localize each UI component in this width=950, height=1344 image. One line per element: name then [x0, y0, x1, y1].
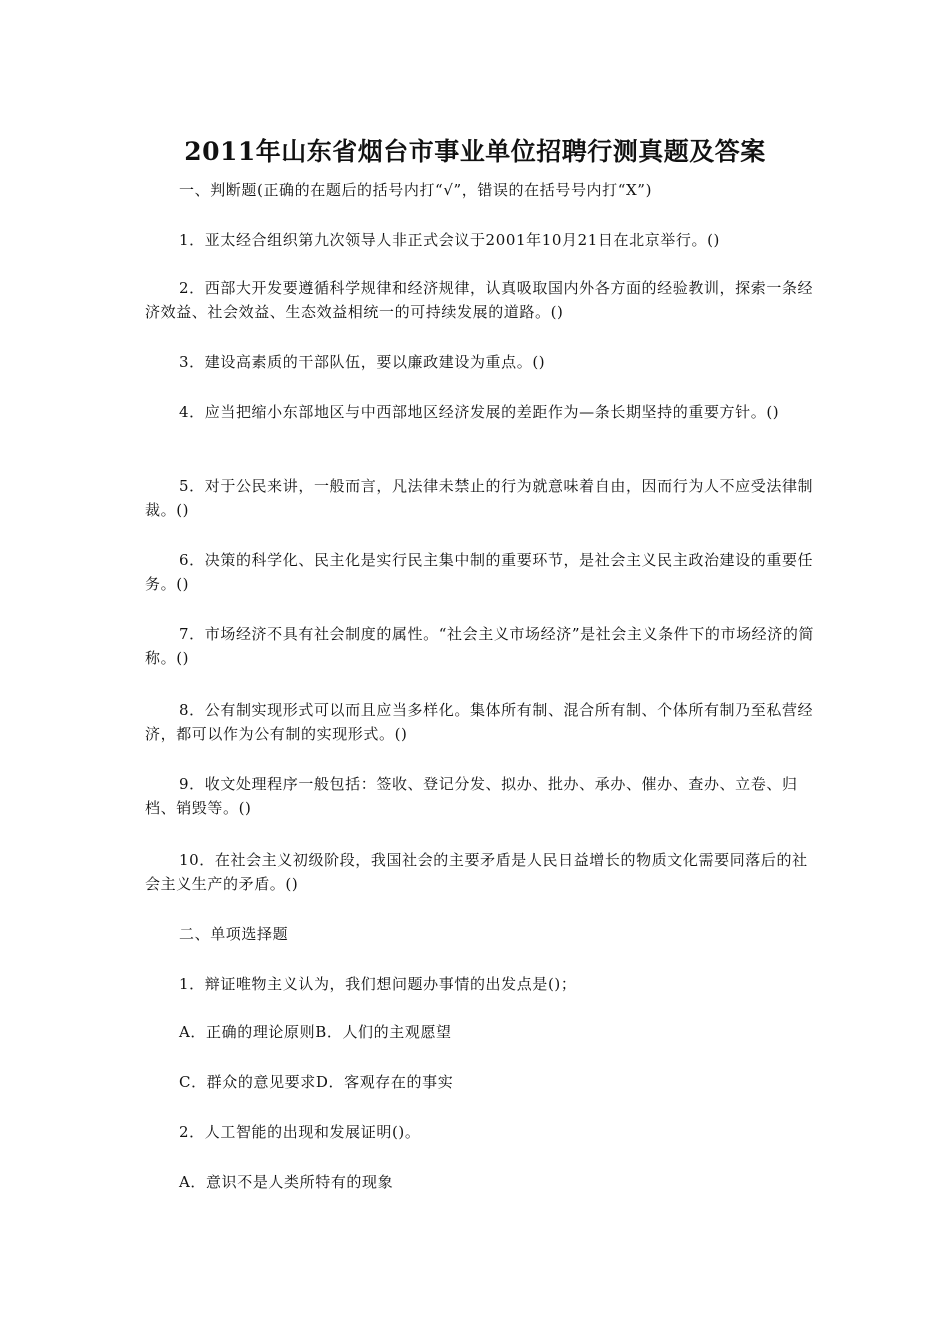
choice-question-2: 2．人工智能的出现和发展证明()。 [179, 1123, 421, 1141]
choice-question-1-options-cd: C．群众的意见要求D．客观存在的事实 [179, 1073, 454, 1091]
judgement-question-9: 9．收文处理程序一般包括：签收、登记分发、拟办、批办、承办、催办、查办、立卷、归档、销毁等。() [145, 775, 798, 817]
choice-question-1: 1．辩证唯物主义认为，我们想问题办事情的出发点是()； [179, 975, 577, 993]
section-heading-choice: 二、单项选择题 [179, 925, 289, 943]
judgement-question-5: 5．对于公民来讲，一般而言，凡法律未禁止的行为就意味着自由，因而行为人不应受法律制裁。() [145, 477, 814, 519]
judgement-question-8: 8．公有制实现形式可以而且应当多样化。集体所有制、混合所有制、个体所有制乃至私营经济，都可以作为公有制的实现形式。() [145, 701, 814, 743]
judgement-question-4: 4．应当把缩小东部地区与中西部地区经济发展的差距作为—条长期坚持的重要方针。() [179, 403, 780, 421]
judgement-question-3: 3．建设高素质的干部队伍，要以廉政建设为重点。() [179, 353, 546, 371]
judgement-question-7: 7．市场经济不具有社会制度的属性。“社会主义市场经济”是社会主义条件下的市场经济的简称。() [145, 625, 815, 667]
judgement-question-1: 1．亚太经合组织第九次领导人非正式会议于2001年10月21日在北京举行。() [179, 231, 720, 249]
judgement-question-6: 6．决策的科学化、民主化是实行民主集中制的重要环节，是社会主义民主政治建设的重要任务。() [145, 551, 814, 593]
document-title: 2011年山东省烟台市事业单位招聘行测真题及答案 [184, 137, 766, 166]
section-heading-judgement: 一、判断题(正确的在题后的括号内打“√”，错误的在括号号内打“X”) [179, 181, 653, 199]
judgement-question-2: 2．西部大开发要遵循科学规律和经济规律，认真吸取国内外各方面的经验教训，探索一条经济效益、社会效益、生态效益相统一的可持续发展的道路。() [145, 279, 814, 321]
judgement-question-10: 10．在社会主义初级阶段，我国社会的主要矛盾是人民日益增长的物质文化需要同落后的社会主义生产的矛盾。() [145, 851, 808, 893]
choice-question-1-options-ab: A．正确的理论原则B．人们的主观愿望 [179, 1023, 452, 1041]
choice-question-2-option-a: A．意识不是人类所特有的现象 [179, 1173, 394, 1191]
